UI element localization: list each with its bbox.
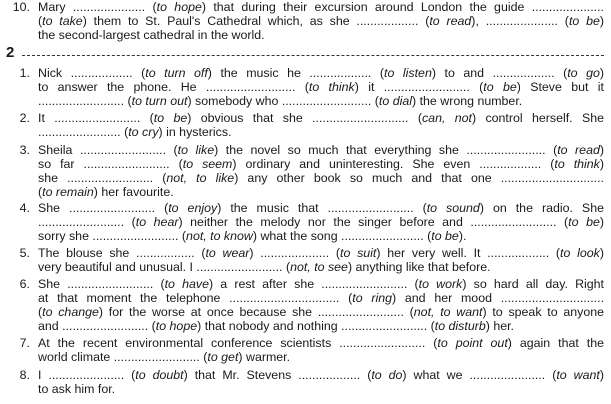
item-line: so far ......................... (to seem) ordinary and uninteresting. She even .................. (to think) [38,157,604,171]
item-line: (to change) for the worse at once because she ......................... (not, to want) to speak to anyone [38,305,604,319]
item-line: Mary ..................... (to hope) that during their excursion around London the guide ..................... [38,0,604,14]
item-line: (to take) them to St. Paul's Cathedral which, as she .................. (to read), ..................... (to be) [38,14,604,28]
item-line: ........................ (to cry) in hysterics. [38,125,232,139]
item-line: very beautiful and unusual. I ......................... (not, to see) anything like that before. [38,260,491,274]
item-line: she ......................... (not, to like) any other book so much and that one .............................. [38,171,604,185]
item-line: at that moment the telephone ................................ (to ring) and her mood .............................. [38,291,604,305]
item-line: world climate ......................... (to get) warmer. [38,350,291,364]
item-number: 4. [19,201,30,215]
item-line: Nick .................. (to turn off) the music he .................. (to listen) to and .................. (to go) [38,66,604,80]
item-number: 5. [19,246,30,260]
item-number: 6. [19,277,30,291]
item-line: (to remain) her favourite. [38,185,174,199]
item-line: I ...................... (to doubt) that Mr. Stevens .................. (to do) what we ...................... (to want) [38,368,604,382]
item-number: 2. [19,111,30,125]
item-line: The blouse she ................. (to wear) .................... (to suit) her very well. It .................. (to look) [38,246,604,260]
item-number: 10. [12,0,30,14]
item-line: She ......................... (to enjoy) the music that ......................... (to sound) on the radio. She [38,201,604,215]
item-line: sorry she ......................... (not, to know) what the song ........................ (to be). [38,229,467,243]
item-number: 8. [19,368,30,382]
section-divider [22,55,604,56]
item-line: Sheila ......................... (to like) the novel so much that everything she ....................... (to read) [38,143,604,157]
item-line: ......................... (to hear) neither the melody nor the singer before and ......................... (to be) [38,215,604,229]
item-line: to answer the phone. He .......................... (to think) it ......................... (to be) Steve but it [38,80,604,94]
section-number: 2 [6,44,15,61]
item-number: 1. [19,66,30,80]
item-line: She ......................... (to have) a rest after she ......................... (to work) so hard all day. Right [38,277,604,291]
item-line: ......................... (to turn out) somebody who .......................... (to dial) the wrong number. [38,94,523,108]
item-line: It ......................... (to be) obvious that she ............................ (can, not) control herself. She [38,111,604,125]
item-line: to ask him for. [38,382,116,396]
item-line: and ......................... (to hope) that nobody and nothing ......................... (to disturb) her. [38,319,514,333]
item-line: At the recent environmental conference scientists ......................... (to point out) again that the [38,336,604,350]
item-number: 7. [19,336,30,350]
item-number: 3. [19,143,30,157]
item-line: the second-largest cathedral in the world. [38,28,265,42]
